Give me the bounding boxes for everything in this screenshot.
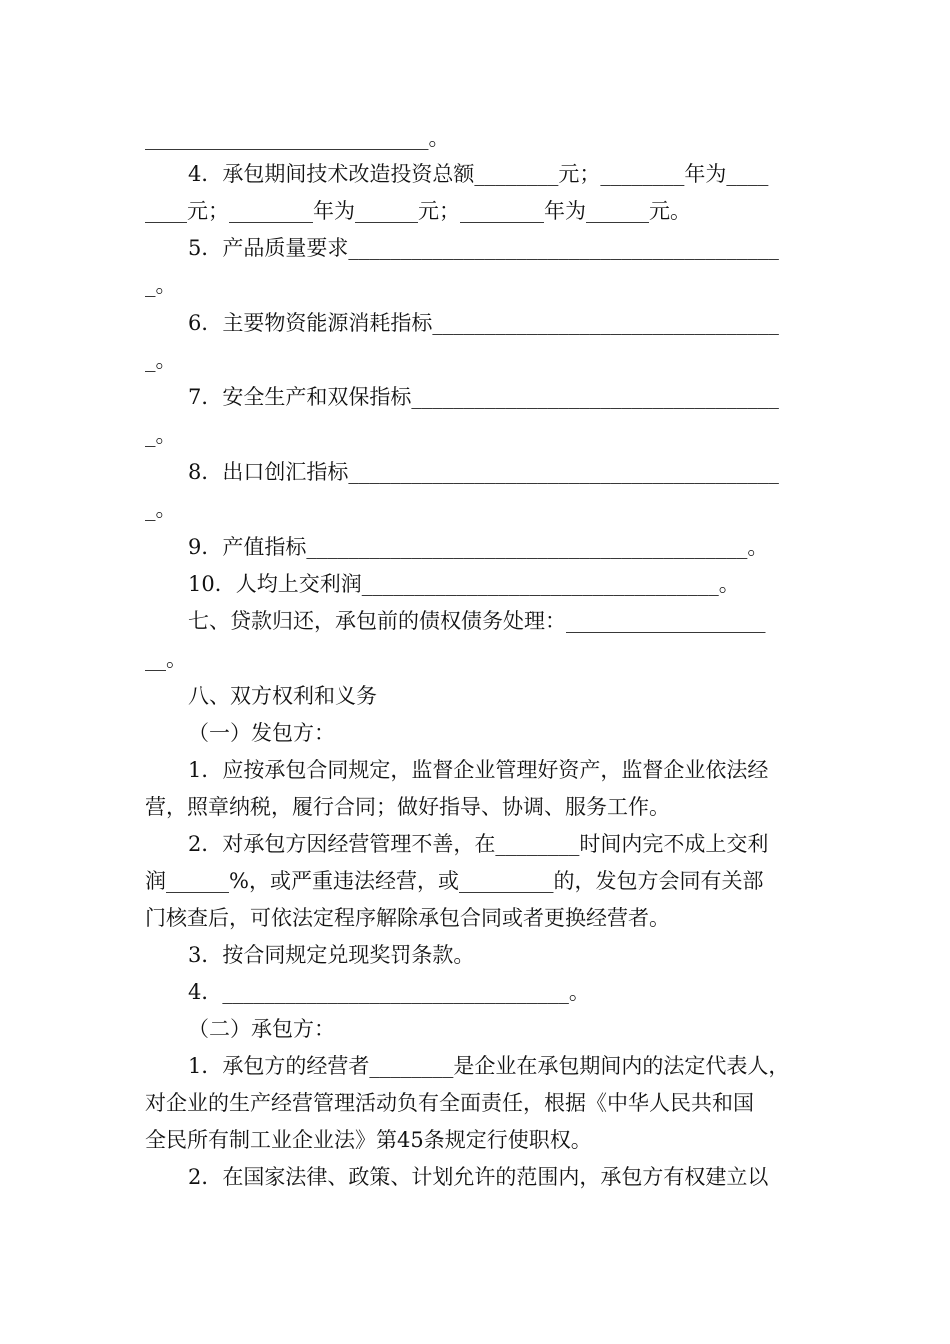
text-line: ___________________________。: [145, 126, 450, 150]
text-line: __。: [145, 647, 187, 671]
subsection-heading: （二）承包方：: [188, 1017, 335, 1041]
text-line: 9．产值指标__________________________________________。: [188, 535, 769, 559]
text-line: 5．产品质量要求_________________________________________: [188, 236, 779, 260]
text-line: 6．主要物资能源消耗指标_________________________________: [188, 311, 779, 335]
text-line: 门核查后，可依法定程序解除承包合同或者更换经营者。: [145, 906, 670, 930]
text-line: 7．安全生产和双保指标___________________________________: [188, 385, 779, 409]
text-line: _。: [145, 497, 177, 521]
subsection-heading: （一）发包方：: [188, 721, 335, 745]
text-line: 2．在国家法律、政策、计划允许的范围内，承包方有权建立以: [188, 1165, 769, 1189]
text-line: ____元；________年为______元；________年为______元。: [145, 199, 691, 223]
text-line: 8．出口创汇指标_________________________________________: [188, 460, 779, 484]
text-line: 4．承包期间技术改造投资总额________元；________年为____: [188, 162, 769, 186]
text-line: 3．按合同规定兑现奖罚条款。: [188, 943, 475, 967]
text-line: _。: [145, 423, 177, 447]
text-line: _。: [145, 273, 177, 297]
text-line: 七、贷款归还，承包前的债权债务处理：___________________: [188, 609, 766, 633]
text-line: 1．应按承包合同规定，监督企业管理好资产，监督企业依法经: [188, 758, 769, 782]
text-line: 10．人均上交利润__________________________________。: [188, 572, 740, 596]
text-line: 营，照章纳税，履行合同；做好指导、协调、服务工作。: [145, 795, 670, 819]
text-line: 4．_________________________________。: [188, 980, 590, 1004]
section-heading: 八、双方权利和义务: [188, 684, 377, 708]
text-line: 润______%，或严重违法经营，或_________的，发包方会同有关部: [145, 869, 764, 893]
text-line: 2．对承包方因经营管理不善，在________时间内完不成上交利: [188, 832, 769, 856]
text-line: 对企业的生产经营管理活动负有全面责任，根据《中华人民共和国: [145, 1091, 754, 1115]
text-line: 1．承包方的经营者________是企业在承包期间内的法定代表人，: [188, 1054, 790, 1078]
text-line: _。: [145, 348, 177, 372]
text-line: 全民所有制工业企业法》第45条规定行使职权。: [145, 1128, 592, 1152]
